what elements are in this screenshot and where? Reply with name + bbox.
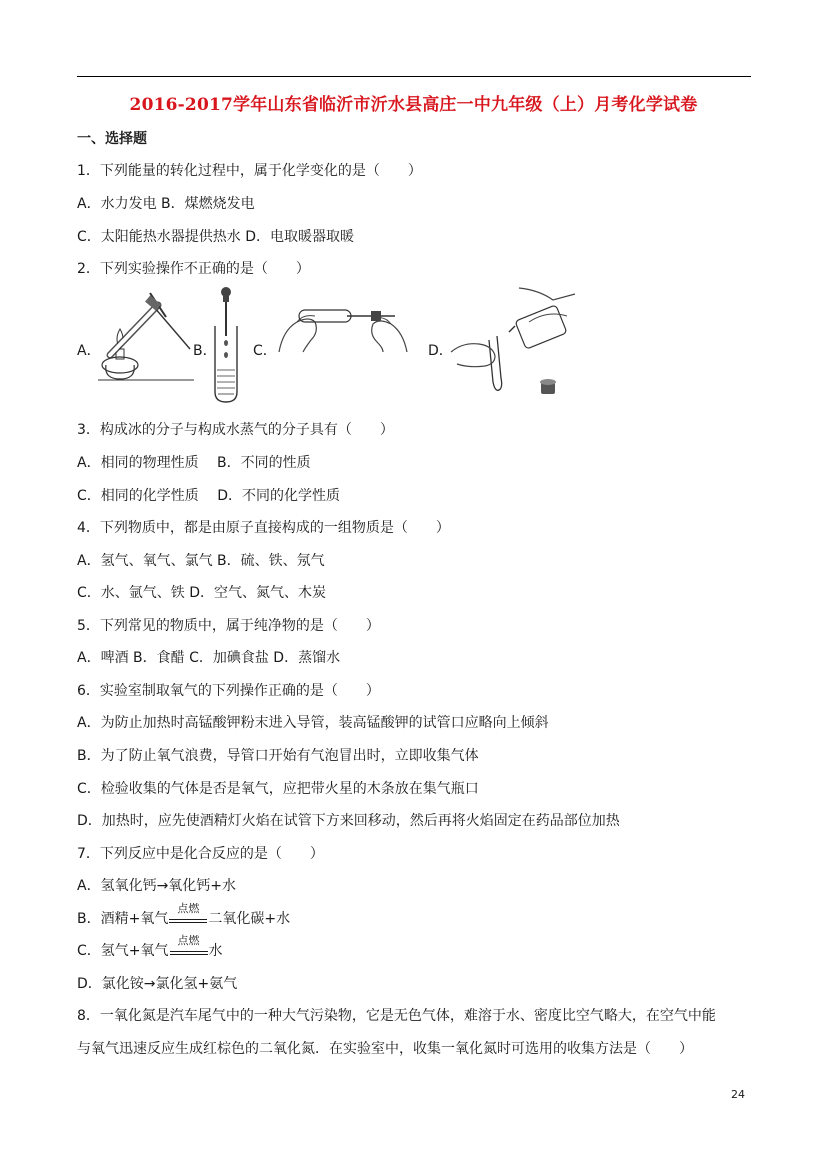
q6-option-d: D．加热时，应先使酒精灯火焰在试管下方来回移动，然后再将火焰固定在药品部位加热 bbox=[77, 813, 620, 829]
q2-label-c: C． bbox=[253, 343, 277, 359]
q6-stem: 6．实验室制取氧气的下列操作正确的是（ ） bbox=[77, 683, 380, 699]
q6-option-b: B．为了防止氧气浪费，导管口开始有气泡冒出时，立即收集气体 bbox=[77, 748, 479, 764]
dropper-test-tube-figure bbox=[209, 286, 243, 404]
q7-option-a: A．氢氧化钙→氧化钙+水 bbox=[77, 878, 237, 894]
q7-option-b-products: 二氧化碳+水 bbox=[208, 911, 291, 927]
q7-option-b-reactants: B．酒精+氧气 bbox=[77, 911, 169, 927]
q1-options-ab: A．水力发电 B．煤燃烧发电 bbox=[77, 196, 255, 212]
q6-option-a: A．为防止加热时高锰酸钾粉末进入导管，装高锰酸钾的试管口应略向上倾斜 bbox=[77, 715, 549, 731]
exam-title: 2016-2017学年山东省临沂市沂水县高庄一中九年级（上）月考化学试卷 bbox=[129, 95, 698, 115]
q4-stem: 4．下列物质中，都是由原子直接构成的一组物质是（ ） bbox=[77, 520, 450, 536]
q8-stem-line2: 与氧气迅速反应生成红棕色的二氧化氮．在实验室中，收集一氧化氮时可选用的收集方法是（ ） bbox=[77, 1041, 693, 1057]
header-rule bbox=[77, 76, 751, 77]
q8-stem-line1: 8．一氧化氮是汽车尾气中的一种大气污染物，它是无色气体，难溶于水、密度比空气略大，在空气中能 bbox=[77, 1008, 716, 1024]
hands-holding-test-tube-figure bbox=[275, 296, 411, 354]
q7-option-c-reactants: C．氢气+氧气 bbox=[77, 943, 169, 959]
pouring-liquid-figure bbox=[449, 286, 581, 400]
q7-option-c bbox=[77, 934, 223, 961]
reaction-condition: 点燃 bbox=[177, 934, 200, 947]
q1-options-cd: C．太阳能热水器提供热水 D．电取暖器取暖 bbox=[77, 229, 355, 245]
alcohol-lamp-heating-figure bbox=[96, 287, 196, 383]
q2-stem: 2．下列实验操作不正确的是（ ） bbox=[77, 261, 310, 277]
reaction-condition: 点燃 bbox=[177, 902, 200, 915]
q4-options-ab: A．氢气、氧气、氯气 B．硫、铁、氖气 bbox=[77, 553, 325, 569]
q5-options: A．啤酒 B．食醋 C．加碘食盐 D．蒸馏水 bbox=[77, 650, 341, 666]
reaction-arrow-ignite bbox=[168, 902, 208, 929]
q5-stem: 5．下列常见的物质中，属于纯净物的是（ ） bbox=[77, 618, 380, 634]
q3-stem: 3．构成冰的分子与构成水蒸气的分子具有（ ） bbox=[77, 422, 394, 438]
section-heading: 一、选择题 bbox=[77, 131, 147, 147]
q4-options-cd: C．水、氩气、铁 D．空气、氮气、木炭 bbox=[77, 585, 327, 601]
q3-options-ab: A．相同的物理性质 B．不同的性质 bbox=[77, 455, 311, 471]
q6-option-c: C．检验收集的气体是否是氧气，应把带火星的木条放在集气瓶口 bbox=[77, 781, 479, 797]
q1-stem: 1．下列能量的转化过程中，属于化学变化的是（ ） bbox=[77, 163, 422, 179]
q7-option-d: D．氯化铵→氯化氢+氨气 bbox=[77, 976, 238, 992]
q7-option-b bbox=[77, 902, 291, 929]
page-number: 24 bbox=[731, 1088, 745, 1101]
q7-option-c-products: 水 bbox=[208, 943, 223, 959]
q2-label-a: A． bbox=[77, 343, 101, 359]
q7-stem: 7．下列反应中是化合反应的是（ ） bbox=[77, 846, 324, 862]
reaction-arrow-ignite bbox=[169, 934, 209, 961]
q2-label-d: D． bbox=[428, 343, 453, 359]
q3-options-cd: C．相同的化学性质 D．不同的化学性质 bbox=[77, 488, 341, 504]
q2-label-b: B． bbox=[193, 343, 217, 359]
